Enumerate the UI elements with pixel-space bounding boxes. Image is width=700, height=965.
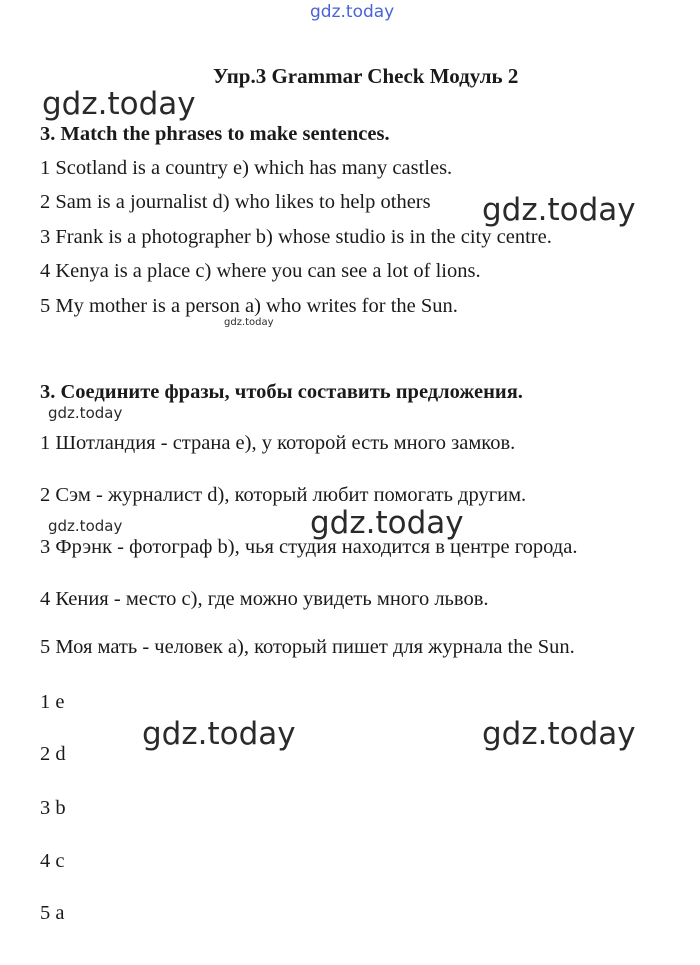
watermark: gdz.today <box>310 505 464 541</box>
answer-item: 1 e <box>40 691 65 713</box>
english-line: 5 My mother is a person a) who writes for the Sun. <box>40 295 458 317</box>
english-line: 1 Scotland is a country e) which has many castles. <box>40 157 453 179</box>
answer-item: 3 b <box>40 797 66 819</box>
russian-line: 5 Моя мать - человек a), который пишет для журнала the Sun. <box>40 636 575 658</box>
watermark: gdz.today <box>48 517 123 535</box>
page-title: Упр.3 Grammar Check Модуль 2 <box>213 64 519 88</box>
answer-item: 4 c <box>40 850 65 872</box>
answer-item: 2 d <box>40 743 66 765</box>
watermark: gdz.today <box>48 404 123 422</box>
english-line: 3 Frank is a photographer b) whose studio is in the city centre. <box>40 226 552 248</box>
russian-line: 4 Кения - место c), где можно увидеть много львов. <box>40 588 489 610</box>
watermark: gdz.today <box>482 192 636 228</box>
watermark: gdz.today <box>482 716 636 752</box>
watermark: gdz.today <box>42 86 196 122</box>
russian-line: 1 Шотландия - страна е), у которой есть много замков. <box>40 432 516 454</box>
watermark: gdz.today <box>224 317 274 328</box>
answer-item: 5 a <box>40 902 65 924</box>
russian-line: 3 Фрэнк - фотограф b), чья студия находится в центре города. <box>40 536 578 558</box>
english-heading: 3. Match the phrases to make sentences. <box>40 123 390 145</box>
english-line: 4 Kenya is a place c) where you can see a lot of lions. <box>40 260 481 282</box>
russian-heading: 3. Соедините фразы, чтобы составить предложения. <box>40 381 523 403</box>
watermark-top: gdz.today <box>310 2 395 22</box>
russian-line: 2 Сэм - журналист d), который любит помогать другим. <box>40 484 527 506</box>
watermark: gdz.today <box>142 716 296 752</box>
english-line: 2 Sam is a journalist d) who likes to help others <box>40 191 431 213</box>
